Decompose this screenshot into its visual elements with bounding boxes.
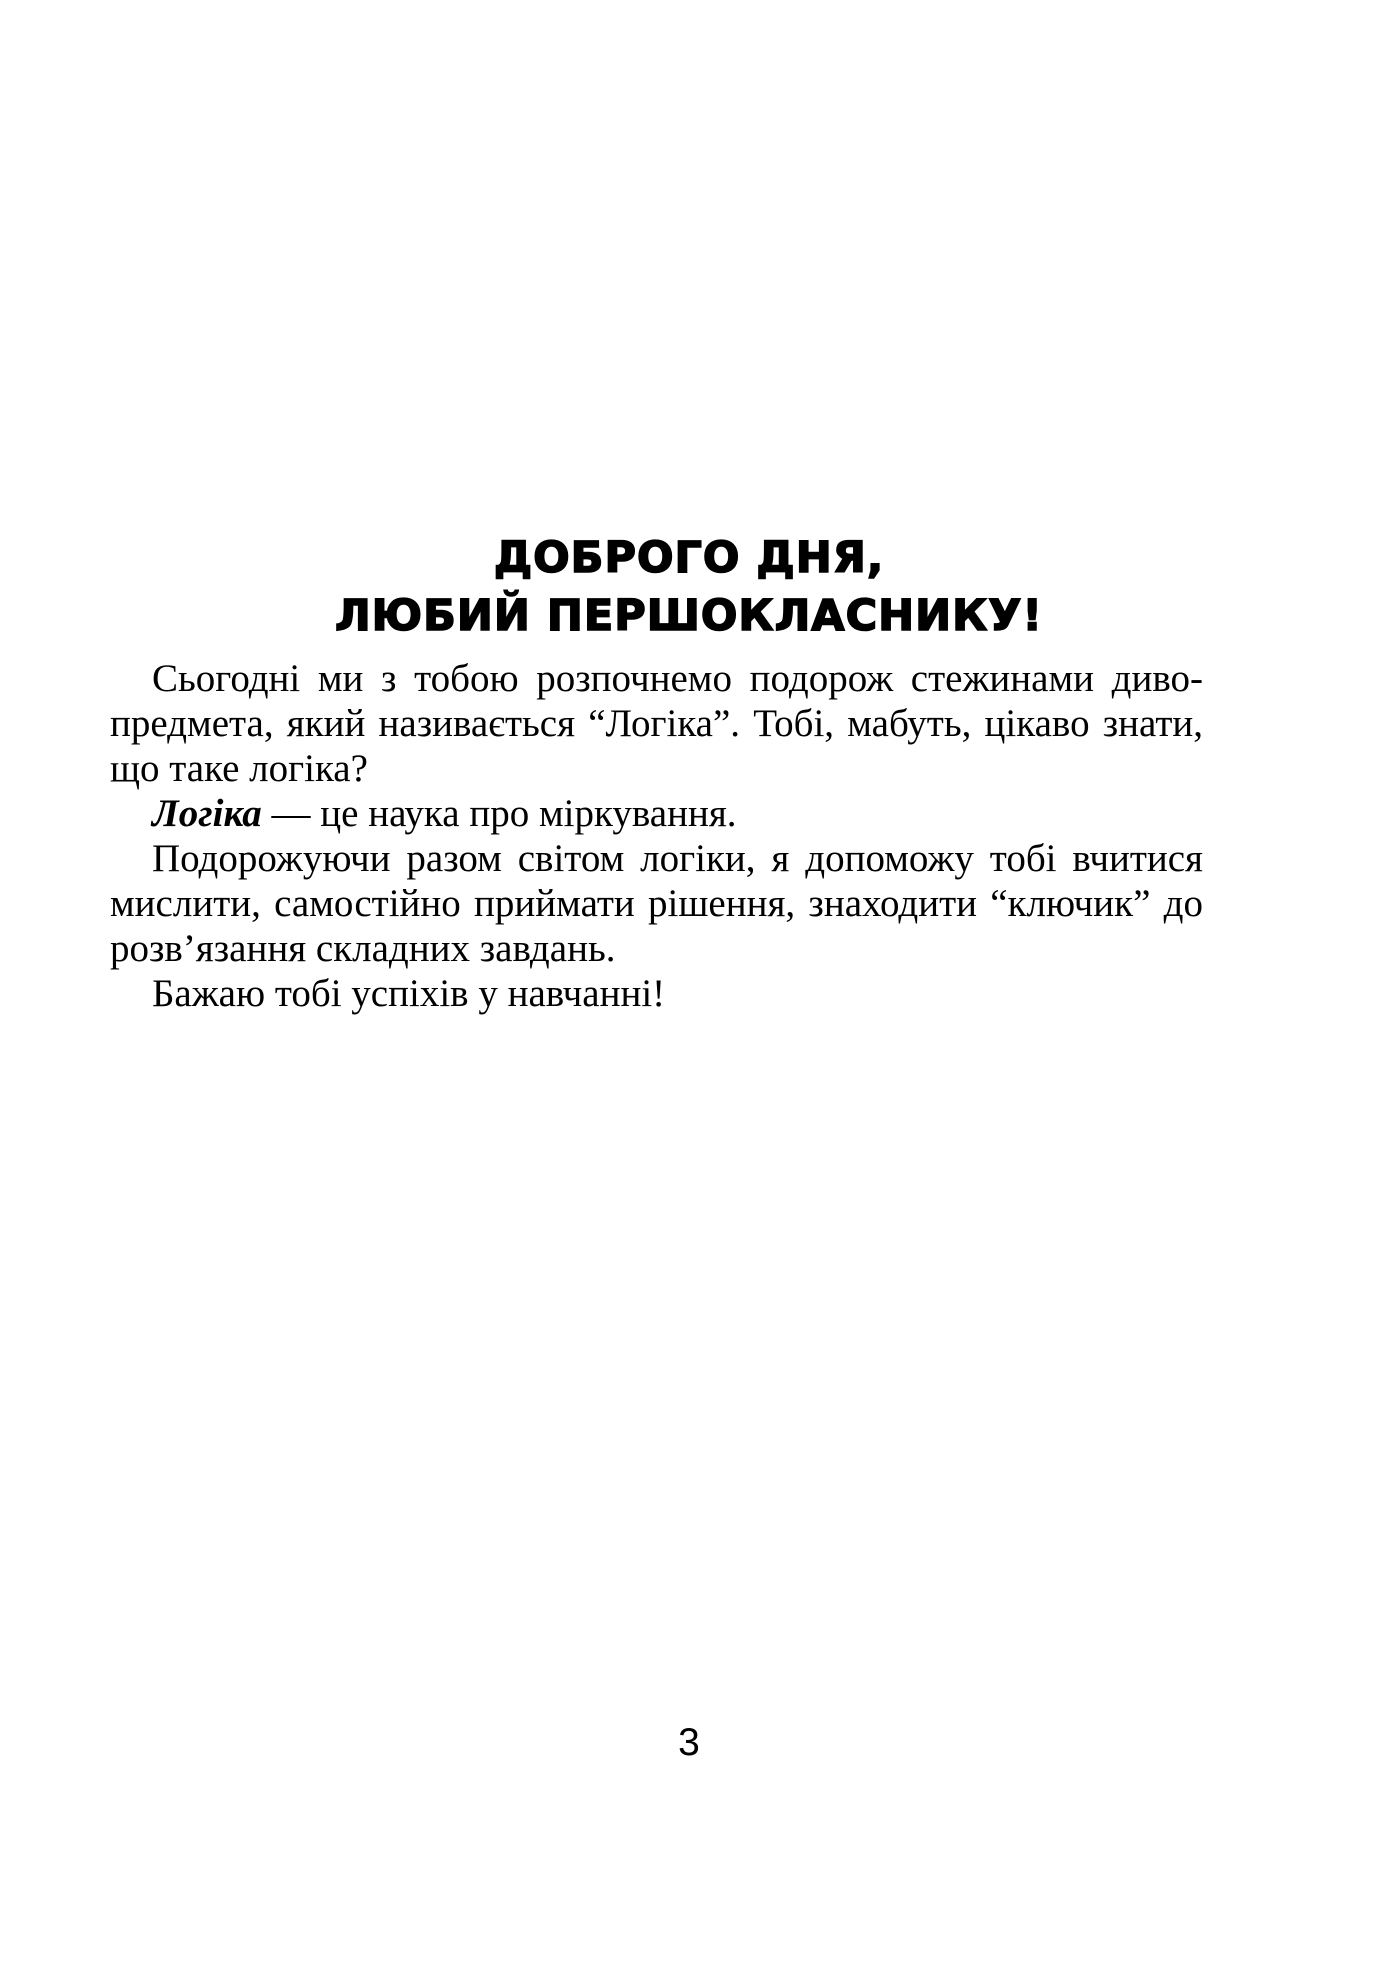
definition-paragraph (110, 791, 1203, 836)
travel-paragraph: Подорожуючи разом світом логіки, я допоможу тобі вчитися мислити, самостійно приймати рішення, знаходити “ключик” до розв’язання складних завдань. (110, 837, 1203, 970)
body-text (110, 656, 1203, 1016)
page-number: 3 (678, 1721, 700, 1764)
intro-paragraph: Сьогодні ми з тобою розпочнемо подорож стежинами диво-предмета, який називається “Логіка”. Тобі, мабуть, цікаво знати, що таке логіка? (110, 657, 1203, 790)
definition-text: — це наука про міркування. (261, 792, 737, 835)
definition-term: Логіка (152, 792, 262, 835)
page-heading (0, 529, 1378, 645)
wishes-paragraph: Бажаю тобі успіхів у навчанні! (152, 972, 666, 1015)
heading-line-1: ДОБРОГО ДНЯ, (493, 532, 885, 583)
heading-line-2: ЛЮБИЙ ПЕРШОКЛАСНИКУ! (334, 590, 1044, 641)
